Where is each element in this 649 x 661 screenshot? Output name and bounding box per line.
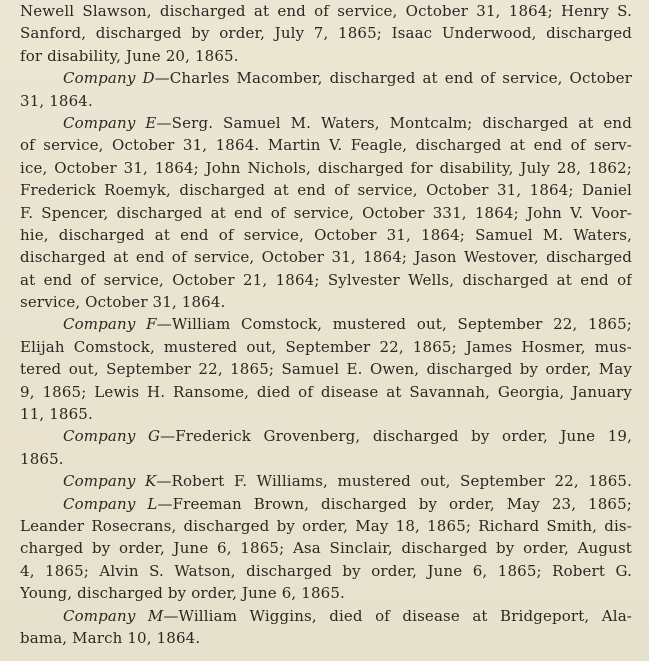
company-e-text: —Serg. Samuel M. Waters, Montcalm; discharged at end <box>156 113 632 132</box>
company-f-line <box>20 313 632 335</box>
company-m-heading: Company M <box>63 606 164 625</box>
company-k-line <box>20 470 632 492</box>
text-line: F. Spencer, discharged at end of service, October 331, 1864; John V. Voor- <box>20 203 632 222</box>
text-line: Leander Rosecrans, discharged by order, May 18, 1865; Richard Smith, dis- <box>20 516 632 535</box>
company-l-heading: Company L <box>63 494 158 513</box>
text-line: 11, 1865. <box>20 405 93 424</box>
text-line: service, October 31, 1864. <box>20 293 226 312</box>
text-line: hie, discharged at end of service, October 31, 1864; Samuel M. Waters, <box>20 225 632 244</box>
company-g-text: —Frederick Grovenberg, discharged by order, June 19, <box>160 427 632 446</box>
company-g-line <box>20 425 632 447</box>
text-line: tered out, September 22, 1865; Samuel E. Owen, discharged by order, May <box>20 360 632 379</box>
text-line: for disability, June 20, 1865. <box>20 46 239 65</box>
text-line: 9, 1865; Lewis H. Ransome, died of disease at Savannah, Georgia, January <box>20 382 632 401</box>
company-g-heading: Company G <box>63 427 161 446</box>
company-f-heading: Company F <box>63 315 157 334</box>
text-line: 4, 1865; Alvin S. Watson, discharged by order, June 6, 1865; Robert G. <box>20 561 632 580</box>
text-line: Newell Slawson, discharged at end of service, October 31, 1864; Henry S. <box>20 2 632 20</box>
company-k-heading: Company K <box>63 472 157 491</box>
company-e-line <box>20 112 632 134</box>
text-line: discharged at end of service, October 31, 1864; Jason Westover, discharged <box>20 248 632 267</box>
text-line: at end of service, October 21, 1864; Sylvester Wells, discharged at end of <box>20 270 632 289</box>
company-d-text: —Charles Macomber, discharged at end of service, October <box>154 69 632 88</box>
roster-text <box>20 0 632 649</box>
text-line: Frederick Roemyk, discharged at end of service, October 31, 1864; Daniel <box>20 181 632 200</box>
text-line: bama, March 10, 1864. <box>20 628 201 647</box>
text-line: of service, October 31, 1864. Martin V. Feagle, discharged at end of serv- <box>20 136 632 155</box>
company-f-text: —William Comstock, mustered out, September 22, 1865; <box>156 315 632 334</box>
company-l-line <box>20 493 632 515</box>
text-line: ice, October 31, 1864; John Nichols, discharged for disability, July 28, 1862; <box>20 158 632 177</box>
text-line: Sanford, discharged by order, July 7, 1865; Isaac Underwood, discharged <box>20 24 632 43</box>
company-d-line <box>20 67 632 89</box>
text-line: 1865. <box>20 449 64 468</box>
text-line: Elijah Comstock, mustered out, September 22, 1865; James Hosmer, mus- <box>20 337 632 356</box>
company-k-text: —Robert F. Williams, mustered out, September 22, 1865. <box>156 472 632 491</box>
text-line: 31, 1864. <box>20 91 93 110</box>
company-d-heading: Company D <box>63 69 155 88</box>
company-e-heading: Company E <box>63 113 157 132</box>
text-line: Young, discharged by order, June 6, 1865. <box>20 584 345 603</box>
company-l-text: —Freeman Brown, discharged by order, May 23, 1865; <box>157 494 632 513</box>
company-m-text: —William Wiggins, died of disease at Bridgeport, Ala- <box>163 606 632 625</box>
company-m-line <box>20 605 632 627</box>
text-line: charged by order, June 6, 1865; Asa Sinclair, discharged by order, August <box>20 539 632 558</box>
